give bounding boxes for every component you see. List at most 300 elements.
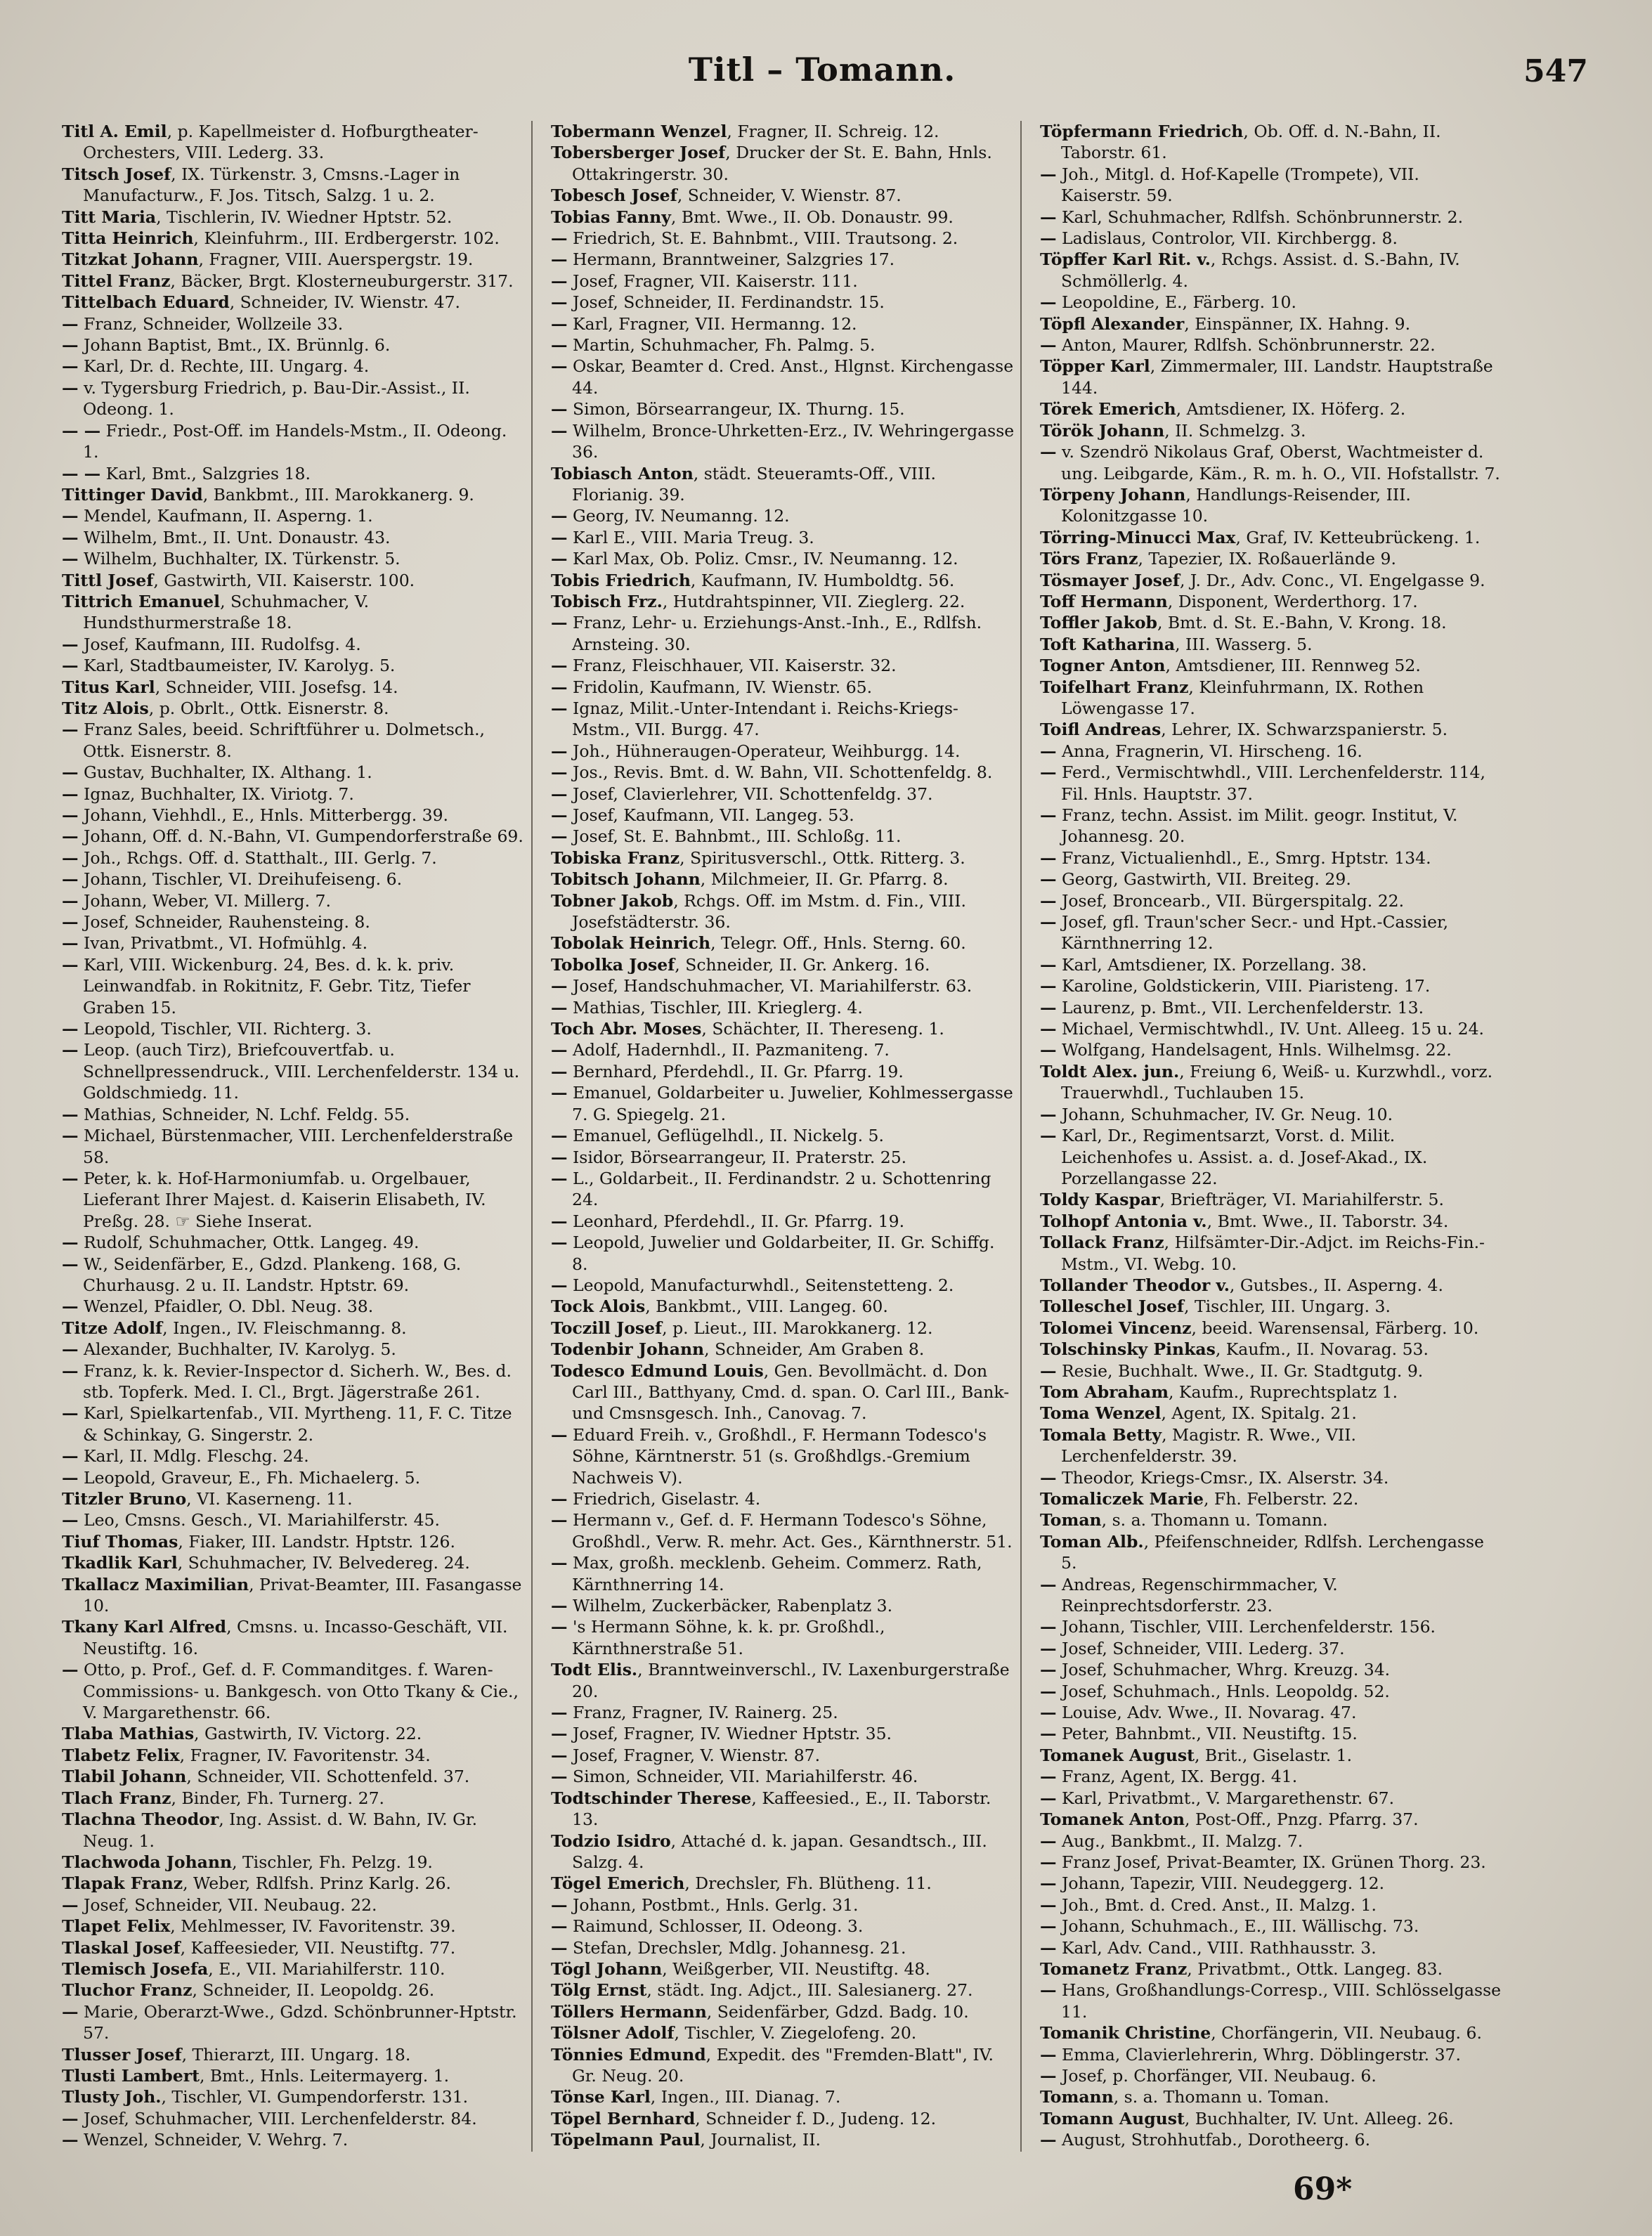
entry-details: , Milchmeier, II. Gr. Pfarrg. 8.	[700, 869, 949, 890]
entry-name: —	[1040, 207, 1057, 227]
entry-details: Josef, gfl. Traun'scher Secr.- und Hpt.-Cassier, Kärnthnerring 12.	[1056, 912, 1449, 954]
directory-entry	[62, 1766, 526, 1787]
entry-details: Wenzel, Pfaidler, O. Dbl. Neug. 38.	[78, 1296, 374, 1317]
directory-entry	[551, 292, 1015, 313]
entry-details: , Graf, IV. Ketteubrückeng. 1.	[1235, 527, 1481, 547]
directory-column-2	[551, 121, 1022, 2152]
entry-name: Tobias Fanny	[551, 207, 671, 227]
directory-entry	[62, 2086, 526, 2107]
entry-details: , Fh. Felberstr. 22.	[1203, 1489, 1359, 1509]
entry-name: —	[551, 784, 568, 804]
entry-name: Tollack Franz	[1040, 1233, 1164, 1253]
directory-entry	[1040, 911, 1504, 954]
directory-entry	[62, 847, 526, 869]
entry-name: —	[551, 356, 568, 377]
entry-name: —	[1040, 1638, 1057, 1658]
entry-name: —	[1040, 1660, 1057, 1680]
directory-entry	[551, 1980, 1015, 2001]
entry-details: , Fragner, VIII. Auerspergstr. 19.	[198, 249, 474, 270]
entry-name: Tobis Friedrich	[551, 570, 691, 590]
directory-entry	[551, 1168, 1015, 1211]
directory-entry	[551, 1788, 1015, 1831]
entry-details: Ivan, Privatbmt., VI. Hofmühlg. 4.	[78, 933, 368, 954]
entry-name: Tolomei Vincenz	[1040, 1318, 1192, 1338]
entry-name: —	[1040, 1126, 1057, 1146]
entry-details: Joh., Mitgl. d. Hof-Kapelle (Trompete), VII. Kaiserstr. 59.	[1056, 164, 1419, 206]
entry-details: Marie, Oberarzt-Wwe., Gdzd. Schönbrunner-Hptstr. 57.	[78, 2001, 517, 2043]
entry-name: —	[1040, 164, 1057, 184]
directory-entry	[62, 1552, 526, 1573]
entry-details: Josef, St. E. Bahnbmt., III. Schloßg. 11.	[567, 826, 902, 847]
entry-name: —	[62, 1894, 79, 1915]
entry-details: , Fragner, II. Schreig. 12.	[727, 122, 939, 141]
directory-entry	[62, 1531, 526, 1552]
entry-details: , Schuhmacher, IV. Belvedereg. 24.	[177, 1553, 470, 1573]
entry-details: Johann, Tischler, VI. Dreihufeiseng. 6.	[78, 869, 403, 890]
entry-details: Mendel, Kaufmann, II. Asperng. 1.	[78, 506, 373, 526]
entry-name: Tittrich Emanuel	[62, 591, 221, 611]
entry-name: Töpelmann Paul	[551, 2130, 701, 2150]
directory-entry	[551, 1916, 1015, 1937]
directory-entry	[1040, 1018, 1504, 1039]
directory-entry	[1040, 1211, 1504, 1232]
entry-name: Tomanek August	[1040, 1745, 1195, 1765]
entry-details: Peter, k. k. Hof-Harmoniumfab. u. Orgelbauer, Lieferant Ihrer Majest. d. Kaiserin Elisabeth, IV. Preßg. 28. ☞ Siehe Inserat.	[78, 1168, 486, 1231]
entry-details: , Telegr. Off., Hnls. Sterng. 60.	[710, 933, 966, 954]
directory-entry	[1040, 121, 1504, 164]
directory-entry	[62, 2108, 526, 2129]
directory-entry	[1040, 1852, 1504, 1873]
directory-entry	[1040, 1403, 1504, 1424]
entry-name: —	[551, 1510, 568, 1530]
directory-entry	[551, 2129, 1015, 2152]
entry-name: —	[551, 249, 568, 270]
directory-entry	[62, 1809, 526, 1852]
directory-entry	[551, 1318, 1015, 1339]
directory-entry	[62, 1616, 526, 1659]
directory-entry	[62, 121, 526, 164]
entry-name: —	[551, 1724, 568, 1744]
entry-name: Tlabil Johann	[62, 1767, 187, 1787]
directory-entry	[551, 2044, 1015, 2087]
directory-entry	[1040, 1723, 1504, 1744]
entry-details: , IX. Türkenstr. 3, Cmsns.-Lager in Manufacturw., F. Jos. Titsch, Salzg. 1 u. 2.	[83, 164, 460, 206]
entry-details: , Tapezier, IX. Roßauerlände 9.	[1138, 549, 1396, 569]
entry-name: Tobitsch Johann	[551, 869, 701, 890]
directory-entry	[62, 784, 526, 805]
directory-entry	[1040, 1873, 1504, 1894]
directory-entry	[551, 313, 1015, 334]
entry-name: Tittelbach Eduard	[62, 292, 230, 313]
entry-name: Toff Hermann	[1040, 591, 1168, 611]
directory-entry	[551, 463, 1015, 506]
entry-name: Tögl Johann	[551, 1958, 663, 1979]
entry-details: , Tischler, VI. Gumpendorferstr. 131.	[161, 2087, 469, 2107]
directory-entry	[1040, 1702, 1504, 1723]
entry-details: Laurenz, p. Bmt., VII. Lerchenfelderstr. 13.	[1056, 997, 1424, 1018]
entry-details: Karl, Dr., Regimentsarzt, Vorst. d. Milit. Leichenhofes u. Assist. a. d. Josef-Akad., IX. Porzellangasse 22.	[1056, 1126, 1428, 1188]
entry-details: , Post-Off., Pnzg. Pfarrg. 37.	[1185, 1809, 1419, 1830]
entry-details: Fridolin, Kaufmann, IV. Wienstr. 65.	[567, 677, 873, 697]
directory-entry	[551, 271, 1015, 292]
entry-name: —	[551, 613, 568, 633]
directory-entry	[62, 420, 526, 463]
entry-name: Titze Adolf	[62, 1318, 163, 1338]
entry-name: —	[551, 1083, 568, 1103]
entry-name: —	[1040, 1980, 1057, 2001]
entry-details: Johann, Tischler, VIII. Lerchenfelderstr. 156.	[1056, 1617, 1436, 1637]
directory-entry	[551, 185, 1015, 206]
entry-name: Tom Abraham	[1040, 1382, 1169, 1402]
entry-details: , Schneider, VIII. Josefsg. 14.	[155, 677, 398, 697]
directory-entry	[1040, 1894, 1504, 1916]
directory-entry	[62, 954, 526, 1018]
entry-details: Karoline, Goldstickerin, VIII. Piaristeng. 17.	[1056, 976, 1431, 996]
entry-details: Johann, Viehhdl., E., Hnls. Mitterbergg. 39.	[78, 805, 449, 825]
directory-entry	[551, 698, 1015, 741]
entry-name: —	[1040, 1852, 1057, 1872]
entry-name: —	[551, 271, 568, 291]
entry-name: —	[1040, 335, 1057, 356]
directory-entry	[62, 1873, 526, 1894]
directory-entry	[551, 1275, 1015, 1296]
directory-entry	[551, 527, 1015, 548]
entry-name: Tolleschel Josef	[1040, 1296, 1185, 1317]
entry-details: Leonhard, Pferdehdl., II. Gr. Pfarrg. 19.	[567, 1211, 905, 1231]
entry-details: Isidor, Börsearrangeur, II. Praterstr. 25.	[567, 1147, 907, 1167]
entry-details: Ignaz, Milit.-Unter-Intendant i. Reichs-Kriegs-Mstm., VII. Burgg. 47.	[567, 698, 958, 740]
entry-name: —	[1040, 2065, 1057, 2086]
directory-entry	[551, 1831, 1015, 1873]
entry-details: Anton, Maurer, Rdlfsh. Schönbrunnerstr. 22.	[1056, 335, 1436, 356]
directory-entry	[62, 1745, 526, 1766]
entry-details: , Gen. Bevollmächt. d. Don Carl III., Batthyany, Cmd. d. span. O. Carl III., Bank- und Cmsnsgesch. Inh., Canovag. 7.	[572, 1360, 1010, 1424]
entry-details: , Disponent, Werderthorg. 17.	[1167, 591, 1418, 611]
entry-name: Tölsner Adolf	[551, 2023, 675, 2043]
entry-name: —	[1040, 1019, 1057, 1039]
entry-name: Tlapak Franz	[62, 1873, 183, 1894]
entry-name: —	[1040, 847, 1057, 868]
entry-name: —	[1040, 1467, 1057, 1488]
entry-name: —	[1040, 292, 1057, 313]
entry-details: , II. Schmelzg. 3.	[1164, 420, 1306, 441]
entry-name: —	[551, 1233, 568, 1253]
entry-name: Tomann August	[1040, 2108, 1185, 2128]
entry-name: —	[1040, 1703, 1057, 1723]
entry-details: Franz, k. k. Revier-Inspector d. Sicherh. W., Bes. d. stb. Topferk. Med. I. Cl., Brgt. Jägerstraße 261.	[78, 1360, 512, 1402]
entry-details: Leop. (auch Tirz), Briefcouvertfab. u. Schnellpressendruck., VIII. Lerchenfelderstr. 134 u. Goldschmiedg. 11.	[78, 1040, 520, 1103]
directory-entry	[1040, 1339, 1504, 1360]
entry-name: —	[62, 506, 79, 526]
entry-details: , Schneider f. D., Judeng. 12.	[695, 2108, 937, 2128]
entry-name: —	[62, 1040, 79, 1060]
entry-name: —	[551, 1617, 568, 1637]
entry-details: Max, großh. mecklenb. Geheim. Commerz. Rath, Kärnthnerring 14.	[567, 1553, 982, 1594]
entry-name: —	[1040, 1040, 1057, 1060]
directory-entry	[551, 1937, 1015, 1958]
entry-name: Tlapet Felix	[62, 1916, 171, 1937]
entry-details: , Amtsdiener, IX. Höferg. 2.	[1176, 399, 1406, 420]
entry-name: —	[62, 1254, 79, 1274]
directory-entry	[551, 1894, 1015, 1916]
entry-name: Törpeny Johann	[1040, 484, 1186, 505]
entry-name: Titzkat Johann	[62, 249, 199, 270]
directory-entry	[551, 142, 1015, 185]
entry-details: , Journalist, II.	[700, 2130, 821, 2150]
directory-entry	[62, 1788, 526, 1809]
entry-details: Simon, Börsearrangeur, IX. Thurng. 15.	[567, 399, 905, 420]
entry-details: , p. Kapellmeister d. Hofburgtheater-Orchesters, VIII. Lederg. 33.	[83, 122, 479, 163]
entry-name: —	[1040, 869, 1057, 890]
directory-entry	[1040, 570, 1504, 591]
entry-details: Karl, Bmt., Salzgries 18.	[100, 463, 311, 483]
entry-name: —	[551, 1745, 568, 1765]
entry-name: Toman	[1040, 1510, 1102, 1530]
directory-entry	[551, 249, 1015, 270]
directory-entry	[1040, 313, 1504, 334]
entry-name: Tobiska Franz	[551, 847, 680, 868]
entry-name: —	[62, 847, 79, 868]
entry-details: v. Szendrö Nikolaus Graf, Oberst, Wachtmeister d. ung. Leibgarde, Käm., R. m. h. O., VII. Hofstallstr. 7.	[1056, 442, 1500, 483]
entry-details: , Handlungs-Reisender, III. Kolonitzgasse 10.	[1061, 484, 1411, 526]
entry-name: —	[551, 762, 568, 783]
entry-name: —	[1040, 1894, 1057, 1915]
entry-details: , Thierarzt, III. Ungarg. 18.	[181, 2044, 411, 2065]
directory-entry	[551, 1039, 1015, 1060]
directory-entry	[62, 1659, 526, 1723]
directory-entry	[62, 911, 526, 932]
entry-name: —	[551, 741, 568, 761]
entry-details: , Bmt. d. St. E.-Bahn, V. Krong. 18.	[1157, 613, 1447, 633]
directory-entry	[1040, 655, 1504, 676]
entry-name: Tlachna Theodor	[62, 1809, 219, 1830]
entry-name: —	[551, 1553, 568, 1573]
entry-name: Titt Maria	[62, 207, 157, 227]
directory-entry	[62, 356, 526, 377]
entry-name: —	[1040, 1724, 1057, 1744]
entry-name: —	[62, 1446, 79, 1467]
directory-entry	[62, 527, 526, 548]
entry-name: Tölg Ernst	[551, 1980, 647, 2001]
entry-name: —	[62, 933, 79, 954]
entry-name: —	[1040, 1104, 1057, 1124]
entry-details: Michael, Vermischtwhdl., IV. Unt. Alleeg. 15 u. 24.	[1056, 1019, 1485, 1039]
entry-details: L., Goldarbeit., II. Ferdinandstr. 2 u. Schottenring 24.	[567, 1168, 991, 1210]
entry-name: Toma Wenzel	[1040, 1403, 1162, 1424]
entry-name: —	[551, 228, 568, 249]
entry-name: —	[1040, 890, 1057, 911]
directory-column-1	[62, 121, 533, 2152]
directory-entry	[1040, 1937, 1504, 1958]
entry-name: —	[62, 656, 79, 676]
entry-details: , Tischler, Fh. Pelzg. 19.	[232, 1852, 433, 1872]
directory-entry	[62, 463, 526, 484]
entry-details: , Hutdrahtspinner, VII. Zieglerg. 22.	[662, 591, 965, 611]
entry-name: —	[62, 1403, 79, 1424]
directory-entry	[1040, 1360, 1504, 1382]
directory-entry	[1040, 334, 1504, 356]
entry-details: Friedrich, St. E. Bahnbmt., VIII. Trautsong. 2.	[567, 228, 958, 249]
entry-details: Leopoldine, E., Färberg. 10.	[1056, 292, 1296, 313]
entry-name: —	[62, 1168, 79, 1188]
entry-name: —	[551, 698, 568, 718]
entry-details: Friedrich, Giselastr. 4.	[567, 1489, 761, 1509]
entry-details: Josef, Schuhmacher, VIII. Lerchenfelderstr. 84.	[78, 2108, 477, 2128]
directory-entry	[1040, 2044, 1504, 2065]
entry-details: , Briefträger, VI. Mariahilferstr. 5.	[1159, 1190, 1444, 1210]
directory-entry	[62, 313, 526, 334]
directory-entry	[1040, 398, 1504, 420]
directory-entry	[551, 784, 1015, 805]
directory-entry	[551, 2108, 1015, 2129]
entry-name: Töpfl Alexander	[1040, 313, 1185, 334]
entry-name: —	[62, 869, 79, 890]
entry-details: , Pfeifenschneider, Rdlfsh. Lerchengasse 5.	[1061, 1531, 1484, 1573]
entry-name: —	[551, 1489, 568, 1509]
entry-name: Tlachwoda Johann	[62, 1852, 233, 1872]
entry-name: —	[62, 912, 79, 932]
directory-entry	[62, 655, 526, 676]
directory-entry	[62, 677, 526, 698]
directory-entry	[1040, 527, 1504, 548]
directory-entry	[1040, 869, 1504, 890]
entry-name: Tobersberger Josef	[551, 143, 726, 163]
entry-details: , Schächter, II. Thereseng. 1.	[701, 1019, 944, 1039]
entry-details: , Tischler, III. Ungarg. 3.	[1184, 1296, 1391, 1317]
directory-entry	[551, 847, 1015, 869]
entry-details: Josef, Fragner, V. Wienstr. 87.	[567, 1745, 821, 1765]
entry-name: Töpffer Karl Rit. v.	[1040, 249, 1211, 270]
entry-details: , Fiaker, III. Landstr. Hptstr. 126.	[178, 1531, 455, 1552]
entry-name: —	[551, 805, 568, 825]
entry-name: Töpfermann Friedrich	[1040, 122, 1244, 141]
entry-details: Stefan, Drechsler, Mdlg. Johannesg. 21.	[567, 1937, 906, 1958]
entry-details: , Brit., Giselastr. 1.	[1194, 1745, 1353, 1765]
directory-entry	[1040, 441, 1504, 484]
directory-entry	[551, 207, 1015, 228]
directory-entry	[551, 612, 1015, 655]
directory-entry	[551, 121, 1015, 142]
entry-details: Alexander, Buchhalter, IV. Karolyg. 5.	[78, 1339, 396, 1360]
directory-entry	[62, 869, 526, 890]
entry-details: Emanuel, Goldarbeiter u. Juwelier, Kohlmessergasse 7. G. Spiegelg. 21.	[567, 1083, 1013, 1124]
entry-name: —	[62, 1660, 79, 1680]
entry-details: Franz, techn. Assist. im Milit. geogr. Institut, V. Johannesg. 20.	[1056, 805, 1458, 847]
entry-details: , Binder, Fh. Turnerg. 27.	[171, 1788, 384, 1808]
directory-entry	[551, 975, 1015, 996]
entry-name: —	[62, 356, 79, 377]
entry-details: Joh., Rchgs. Off. d. Statthalt., III. Gerlg. 7.	[78, 847, 437, 868]
directory-entry	[551, 826, 1015, 847]
entry-name: —	[1040, 954, 1057, 975]
directory-entry	[1040, 1788, 1504, 1809]
directory-entry	[62, 2129, 526, 2150]
directory-entry	[1040, 1980, 1504, 2022]
entry-name: —	[1040, 976, 1057, 996]
directory-entry	[62, 1916, 526, 1937]
directory-entry	[551, 890, 1015, 933]
entry-name: Titzler Bruno	[62, 1489, 187, 1509]
entry-details: , Weißgerber, VII. Neustiftg. 48.	[662, 1958, 930, 1979]
entry-details: Karl Max, Ob. Poliz. Cmsr., IV. Neumanng. 12.	[567, 549, 958, 569]
entry-details: , Schneider, V. Wienstr. 87.	[677, 186, 902, 206]
entry-details: , Agent, IX. Spitalg. 21.	[1161, 1403, 1357, 1424]
directory-entry	[1040, 1531, 1504, 1574]
entry-details: , Branntweinverschl., IV. Laxenburgerstraße 20.	[572, 1660, 1010, 1701]
directory-entry	[551, 1702, 1015, 1723]
directory-entry	[1040, 719, 1504, 740]
entry-details: Leopold, Graveur, E., Fh. Michaelerg. 5.	[78, 1467, 421, 1488]
directory-entry	[551, 1745, 1015, 1766]
directory-entry	[62, 548, 526, 569]
entry-details: , Kaufm., Ruprechtsplatz 1.	[1168, 1382, 1398, 1402]
directory-entry	[1040, 975, 1504, 996]
entry-name: Toldt Alex. jun.	[1040, 1061, 1180, 1081]
directory-entry	[551, 228, 1015, 249]
entry-name: —	[62, 313, 79, 334]
entry-name: Toman Alb.	[1040, 1531, 1144, 1552]
directory-entry	[62, 1125, 526, 1168]
entry-name: Tösmayer Josef	[1040, 570, 1180, 590]
entry-name: Tobolak Heinrich	[551, 933, 711, 954]
entry-name: —	[1040, 1360, 1057, 1381]
directory-entry	[1040, 1831, 1504, 1852]
directory-entry	[62, 377, 526, 420]
directory-entry	[551, 1360, 1015, 1424]
directory-entry	[551, 356, 1015, 398]
directory-entry	[62, 484, 526, 505]
entry-details: Leopold, Juwelier und Goldarbeiter, II. Gr. Schiffg. 8.	[567, 1233, 995, 1274]
entry-details: , Cmsns. u. Incasso-Geschäft, VII. Neustiftg. 16.	[83, 1617, 508, 1658]
directory-entry	[1040, 1916, 1504, 1937]
entry-details: , Schneider, II. Leopoldg. 26.	[192, 1980, 435, 2001]
entry-name: —	[62, 762, 79, 783]
entry-details: , Magistr. R. Wwe., VII. Lerchenfelderstr. 39.	[1061, 1424, 1356, 1467]
entry-name: —	[551, 1211, 568, 1231]
directory-entry	[1040, 1958, 1504, 1980]
entry-details: Karl, Privatbmt., V. Margarethenstr. 67.	[1056, 1788, 1395, 1808]
entry-details: Otto, p. Prof., Gef. d. F. Commanditges. f. Waren-Commissions- u. Bankgesch. von Otto Tkany & Cie., V. Margarethenstr. 66.	[78, 1660, 519, 1723]
entry-name: Tittinger David	[62, 484, 203, 505]
entry-name: Tlusser Josef	[62, 2044, 182, 2065]
directory-entry	[62, 698, 526, 719]
entry-details: , Bmt. Wwe., II. Taborstr. 34.	[1207, 1211, 1449, 1231]
entry-name: —	[62, 784, 79, 804]
entry-details: , städt. Steueramts-Off., VIII. Florianig. 39.	[572, 463, 936, 505]
entry-details: , Gastwirth, IV. Victorg. 22.	[194, 1724, 422, 1744]
entry-details: , beeid. Warensensal, Färberg. 10.	[1191, 1318, 1479, 1338]
entry-details: Gustav, Buchhalter, IX. Althang. 1.	[78, 762, 372, 783]
directory-entry	[1040, 1509, 1504, 1530]
entry-details: Emanuel, Geflügelhdl., II. Nickelg. 5.	[567, 1126, 884, 1146]
entry-name: —	[62, 1510, 79, 1530]
entry-details: , Expedit. des "Fremden-Blatt", IV. Gr. Neug. 20.	[572, 2044, 994, 2086]
entry-name: —	[551, 976, 568, 996]
entry-name: —	[62, 634, 79, 654]
directory-entry	[62, 591, 526, 634]
entry-details: , III. Wasserg. 5.	[1175, 634, 1313, 654]
entry-name: Tluchor Franz	[62, 1980, 193, 2001]
entry-name: Togner Anton	[1040, 656, 1166, 676]
entry-details: Friedr., Post-Off. im Handels-Mstm., II. Odeong. 1.	[83, 420, 507, 462]
entry-details: August, Strohhutfab., Dorotheerg. 6.	[1056, 2130, 1371, 2150]
entry-name: —	[62, 549, 79, 569]
entry-name: Todenbir Johann	[551, 1339, 705, 1360]
directory-entry	[62, 1958, 526, 1980]
entry-details: Karl, Adv. Cand., VIII. Rathhausstr. 3.	[1056, 1937, 1377, 1958]
directory-entry	[551, 1082, 1015, 1125]
directory-entry	[1040, 634, 1504, 655]
